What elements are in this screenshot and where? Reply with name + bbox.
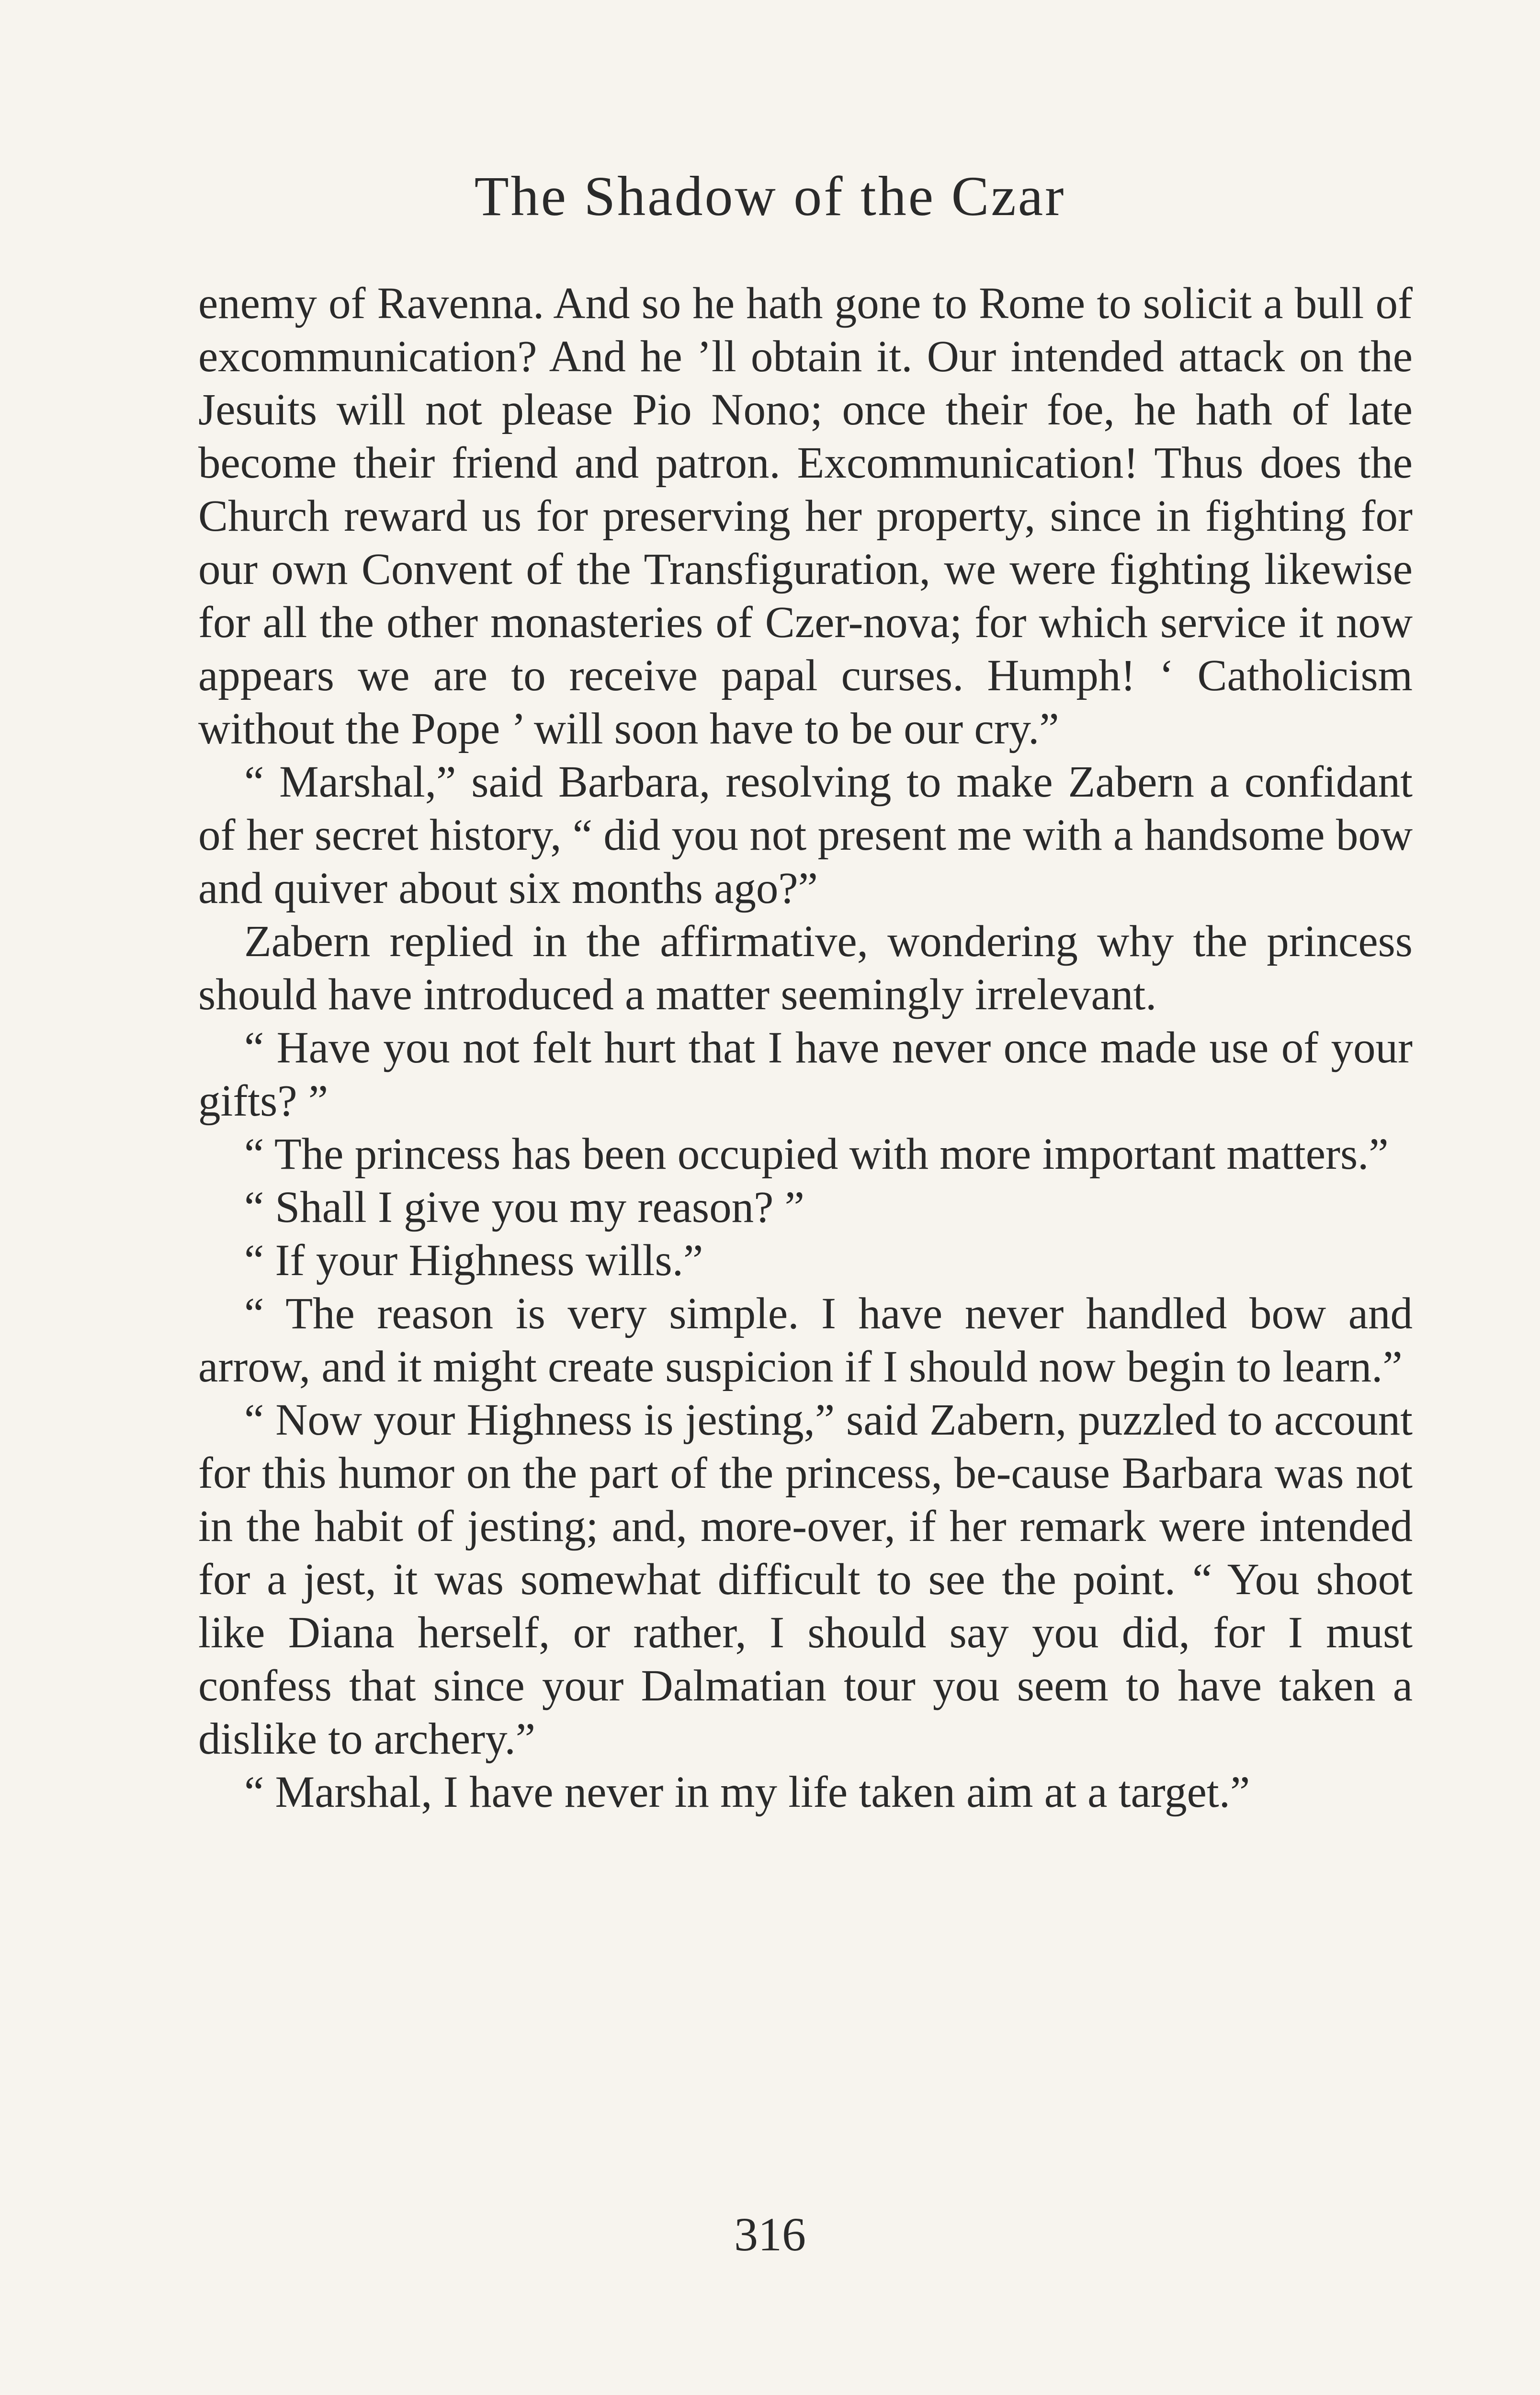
paragraph: “ If your Highness wills.”: [244, 1236, 703, 1285]
body-text: [198, 277, 1413, 1819]
paragraph: “ Have you not felt hurt that I have never once made use of your gifts? ”: [198, 1023, 1413, 1126]
running-title: The Shadow of the Czar: [474, 165, 1066, 228]
paragraph: Zabern replied in the affirmative, wondering why the princess should have introduced a matter seemingly irrelevant.: [198, 917, 1413, 1019]
paragraph: “ The princess has been occupied with more important matters.”: [244, 1129, 1389, 1179]
paragraph: “ Shall I give you my reason? ”: [244, 1183, 804, 1232]
paragraph: “ Marshal, I have never in my life taken aim at a target.”: [244, 1768, 1250, 1817]
page-number: 316: [734, 2208, 806, 2261]
paragraph: enemy of Ravenna. And so he hath gone to Rome to solicit a bull of excommunication? And he ’ll obtain it. Our intended attack on the Jesuits will not please Pio Nono; once their foe, he hath of late become their friend and patron. Excommunication! Thus does the Church reward us for preserving her property, since in fighting for our own Convent of the Transfiguration, we were fighting likewise for all the other monasteries of Czer-nova; for which service it now appears we are to receive papal curses. Humph! ‘ Catholicism without the Pope ’ will soon have to be our cry.”: [198, 279, 1413, 753]
paragraph: “ Marshal,” said Barbara, resolving to make Zabern a confidant of her secret history, “ did you not present me with a handsome bow and quiver about six months ago?”: [198, 757, 1413, 913]
paragraph: “ The reason is very simple. I have never handled bow and arrow, and it might create suspicion if I should now begin to learn.”: [198, 1289, 1413, 1391]
paragraph: “ Now your Highness is jesting,” said Zabern, puzzled to account for this humor on the part of the princess, be-cause Barbara was not in the habit of jesting; and, more-over, if her remark were intended for a jest, it was somewhat difficult to see the point. “ You shoot like Diana herself, or rather, I should say you did, for I must confess that since your Dalmatian tour you seem to have taken a dislike to archery.”: [198, 1395, 1413, 1764]
